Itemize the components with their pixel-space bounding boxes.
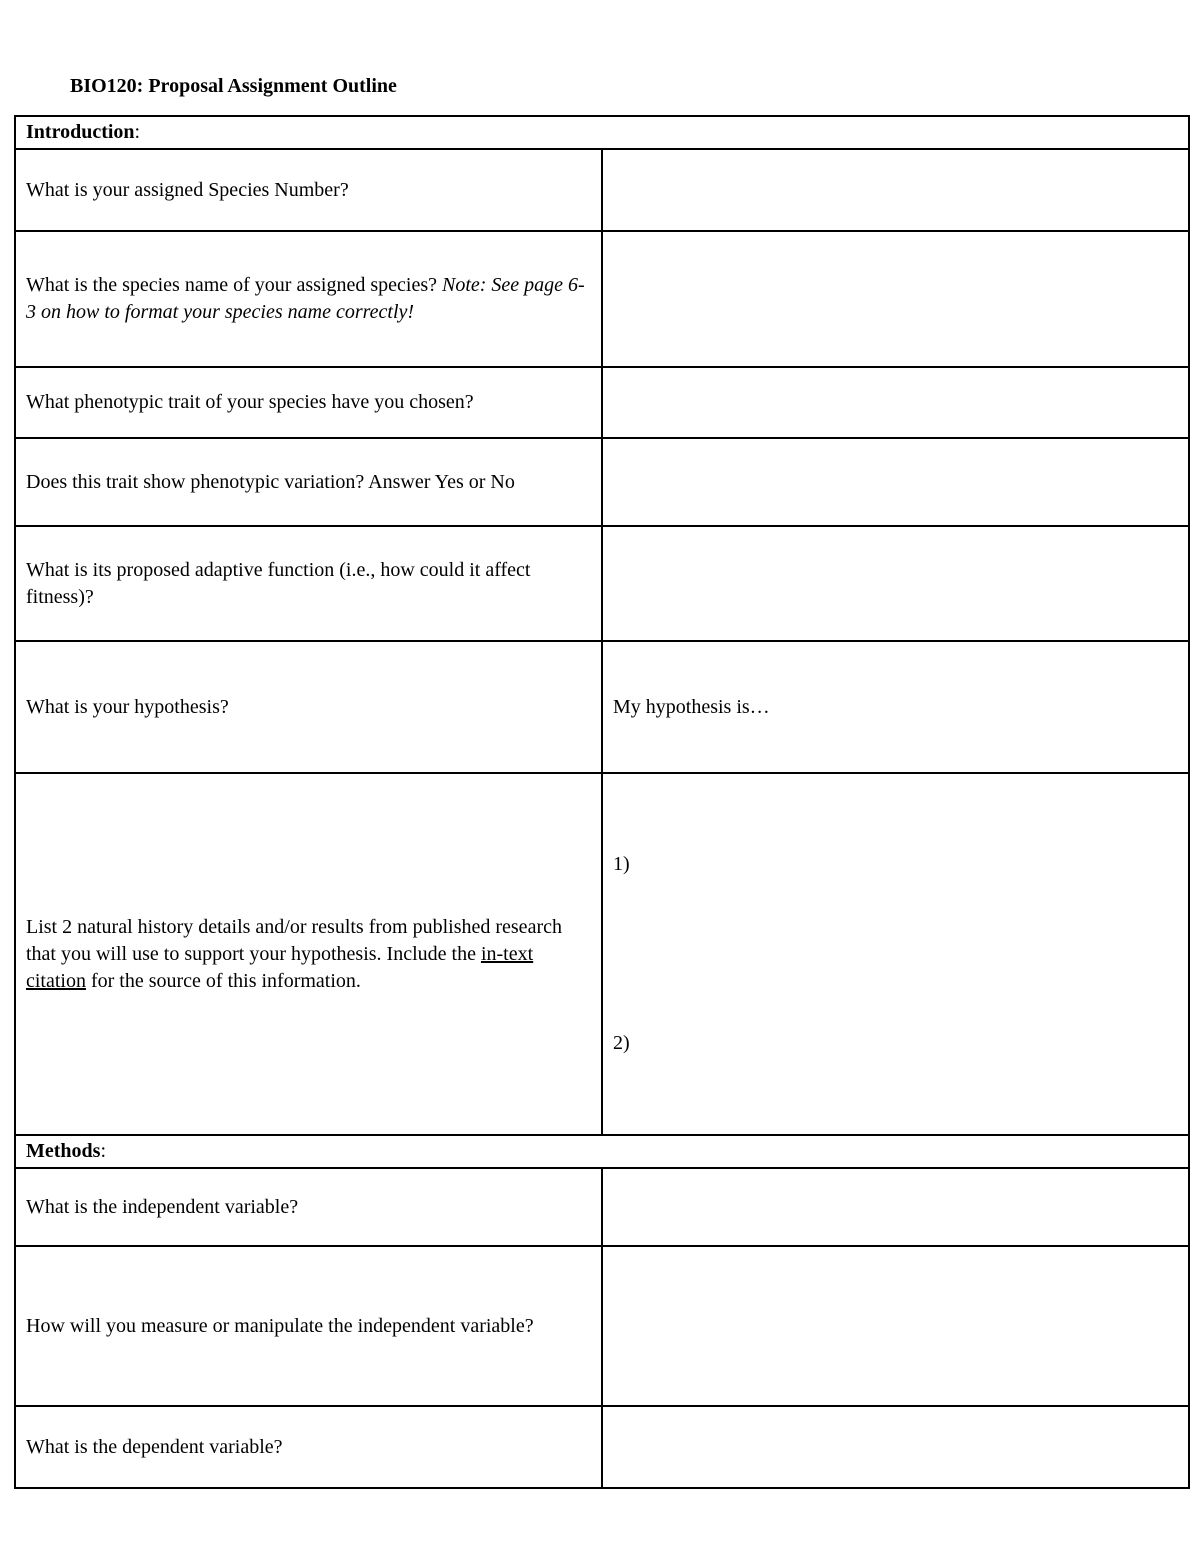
answer-species-name[interactable] bbox=[602, 231, 1189, 367]
answer-dependent-variable[interactable] bbox=[602, 1406, 1189, 1488]
answer-natural-history[interactable] bbox=[602, 773, 1189, 1135]
question-hypothesis: What is your hypothesis? bbox=[15, 641, 602, 773]
outline-table bbox=[14, 115, 1190, 1489]
section-heading-text: Methods bbox=[26, 1140, 101, 1162]
table-row bbox=[15, 1246, 1189, 1406]
table-row bbox=[15, 149, 1189, 231]
table-row bbox=[15, 1168, 1189, 1246]
answer-item-2: 2) bbox=[613, 1032, 630, 1054]
answer-independent-variable[interactable] bbox=[602, 1168, 1189, 1246]
question-species-name-text: What is the species name of your assigned species? bbox=[26, 274, 437, 296]
question-phenotypic-variation: Does this trait show phenotypic variation? Answer Yes or No bbox=[15, 438, 602, 526]
document-title: BIO120: Proposal Assignment Outline bbox=[70, 75, 397, 97]
table-row bbox=[15, 773, 1189, 1135]
table-row bbox=[15, 231, 1189, 367]
question-natural-history bbox=[15, 773, 602, 1135]
section-heading-colon: : bbox=[100, 1140, 107, 1162]
answer-adaptive-function[interactable] bbox=[602, 526, 1189, 641]
table-row bbox=[15, 367, 1189, 438]
answer-measure-independent[interactable] bbox=[602, 1246, 1189, 1406]
answer-phenotypic-variation[interactable] bbox=[602, 438, 1189, 526]
question-adaptive-function: What is its proposed adaptive function (i.e., how could it affect fitness)? bbox=[15, 526, 602, 641]
answer-item-1: 1) bbox=[613, 853, 630, 875]
question-measure-independent: How will you measure or manipulate the independent variable? bbox=[15, 1246, 602, 1406]
question-species-name bbox=[15, 231, 602, 367]
table-row bbox=[15, 526, 1189, 641]
species-name-note: Note: See page 6-3 on how to format your species name correctly! bbox=[26, 274, 585, 323]
question-species-number: What is your assigned Species Number? bbox=[15, 149, 602, 231]
table-row bbox=[15, 641, 1189, 773]
answer-hypothesis[interactable]: My hypothesis is… bbox=[602, 641, 1189, 773]
section-heading-text: Introduction bbox=[26, 121, 135, 143]
question-independent-variable: What is the independent variable? bbox=[15, 1168, 602, 1246]
question-dependent-variable: What is the dependent variable? bbox=[15, 1406, 602, 1488]
answer-species-number[interactable] bbox=[602, 149, 1189, 231]
natural-history-text-end: for the source of this information. bbox=[90, 969, 361, 992]
section-row-methods bbox=[15, 1135, 1189, 1168]
in-text-citation-term: in-text citation bbox=[26, 942, 534, 992]
question-phenotypic-trait: What phenotypic trait of your species have you chosen? bbox=[15, 367, 602, 438]
table-row bbox=[15, 438, 1189, 526]
section-heading-colon: : bbox=[134, 121, 141, 143]
section-heading-introduction bbox=[15, 116, 1189, 149]
natural-history-text: List 2 natural history details and/or results from published research that you will use to support your hypothesis. Include the bbox=[26, 915, 562, 965]
section-heading-methods bbox=[15, 1135, 1189, 1168]
table-row bbox=[15, 1406, 1189, 1488]
section-row-introduction bbox=[15, 116, 1189, 149]
answer-phenotypic-trait[interactable] bbox=[602, 367, 1189, 438]
